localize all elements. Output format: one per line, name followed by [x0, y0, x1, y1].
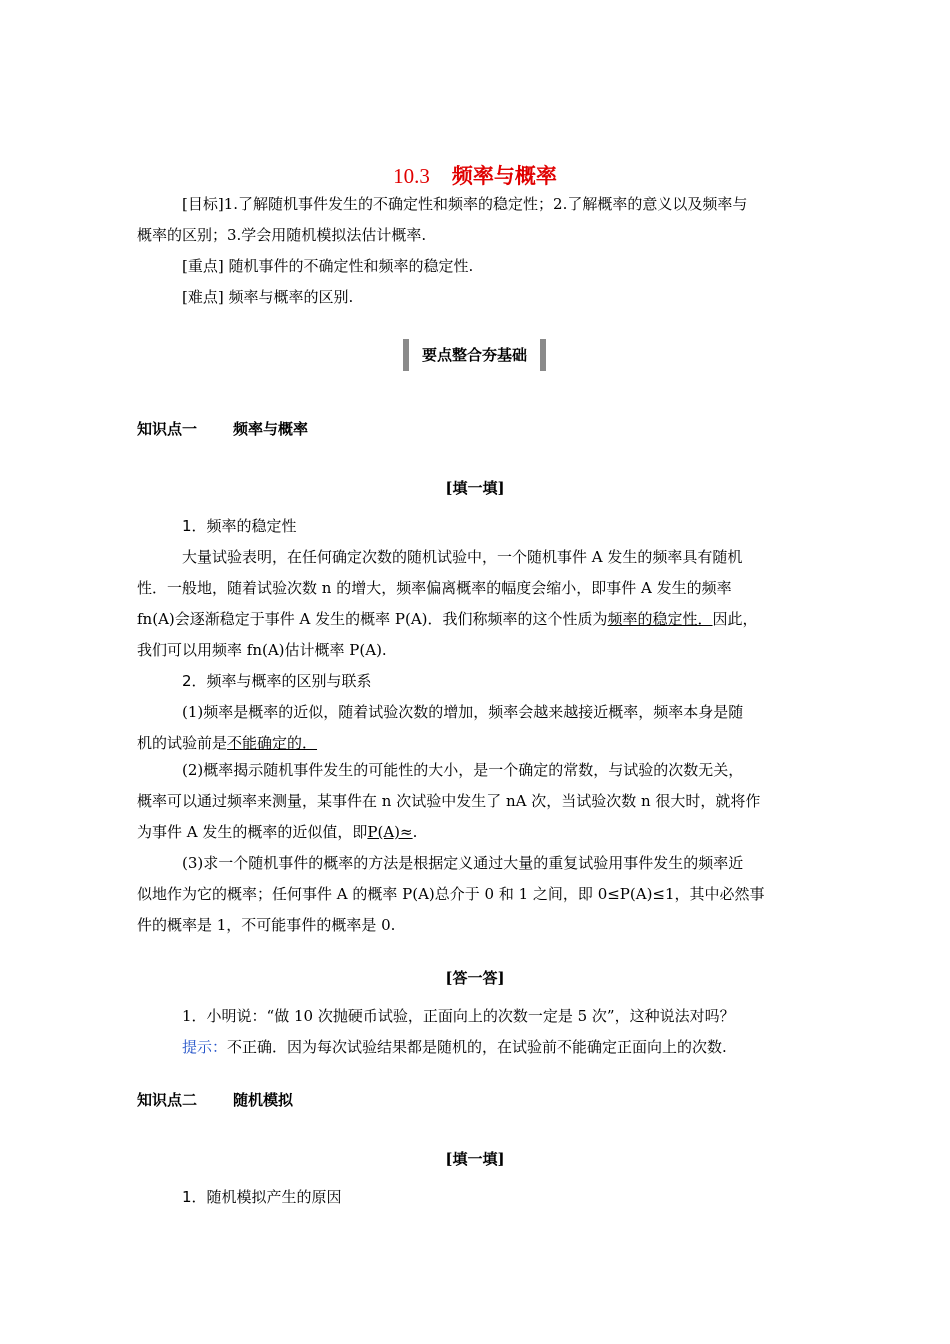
fill-in-heading-1: [填一填] — [445, 479, 505, 497]
para-line: (3)求一个随机事件的概率的方法是根据定义通过大量的重复试验用事件发生的频率近 — [182, 854, 744, 872]
subsection-heading-simulation: 1．随机模拟产生的原因 — [182, 1188, 342, 1206]
fill-in-heading-2: [填一填] — [445, 1150, 505, 1168]
difficulty-points — [182, 287, 353, 307]
kp1-label: 知识点一 — [137, 420, 198, 438]
key-label: [重点] — [182, 257, 224, 275]
para-text: 为事件 A 发生的概率的近似值，即 — [137, 823, 368, 841]
kp1-name: 频率与概率 — [233, 420, 309, 438]
page-title — [0, 162, 950, 190]
para-line — [137, 609, 758, 629]
section-title: 频率与概率 — [451, 163, 557, 188]
difficulty-label: [难点] — [182, 288, 224, 306]
answer-heading: [答一答] — [445, 969, 505, 987]
subsection-heading-difference: 2．频率与概率的区别与联系 — [182, 672, 372, 690]
hint-text: 不正确．因为每次试验结果都是随机的，在试验前不能确定正面向上的次数. — [227, 1038, 727, 1056]
para-line: 件的概率是 1，不可能事件的概率是 0. — [137, 916, 396, 934]
para-line: 似地作为它的概率；任何事件 A 的概率 P(A)总介于 0 和 1 之间，即 0≤P(A)≤1，其中必然事 — [137, 885, 765, 903]
question-line: 1．小明说：“做 10 次抛硬币试验，正面向上的次数一定是 5 次”，这种说法对吗？ — [182, 1007, 735, 1025]
section-banner: 要点整合夯基础 — [403, 339, 546, 371]
kp2-label: 知识点二 — [137, 1091, 198, 1109]
key-points — [182, 256, 473, 276]
knowledge-point-heading-1 — [137, 419, 308, 439]
para-line: (2)概率揭示随机事件发生的可能性的大小，是一个确定的常数，与试验的次数无关， — [182, 761, 744, 779]
goals-text-1: 1.了解随机事件发生的不确定性和频率的稳定性；2.了解概率的意义以及频率与 — [223, 195, 748, 213]
para-line: (1)频率是概率的近似，随着试验次数的增加，频率会越来越接近概率，频率本身是随 — [182, 703, 744, 721]
para-text: 机的试验前是 — [137, 734, 228, 752]
para-text: . — [412, 823, 418, 841]
para-line: 概率可以通过频率来测量，某事件在 n 次试验中发生了 nA 次，当试验次数 n 很大时，就将作 — [137, 792, 761, 810]
para-line: 我们可以用频率 fn(A)估计概率 P(A). — [137, 641, 387, 659]
goals-label: [目标] — [182, 195, 224, 213]
answer-blank: P(A)≈ — [367, 823, 413, 841]
hint-line — [182, 1037, 727, 1057]
knowledge-point-heading-2 — [137, 1090, 293, 1110]
kp2-name: 随机模拟 — [233, 1091, 294, 1109]
para-line — [137, 822, 417, 842]
para-line: 性．一般地，随着试验次数 n 的增大，频率偏离概率的幅度会缩小，即事件 A 发生的频率 — [137, 579, 732, 597]
key-text: 随机事件的不确定性和频率的稳定性. — [228, 257, 474, 275]
para-line: 大量试验表明，在任何确定次数的随机试验中，一个随机事件 A 发生的频率具有随机 — [182, 548, 743, 566]
answer-blank: 不能确定的． — [227, 734, 318, 752]
hint-label: 提示： — [182, 1038, 228, 1056]
para-text: 因此， — [712, 610, 758, 628]
para-line — [137, 733, 317, 753]
para-text: fn(A)会逐渐稳定于事件 A 发生的概率 P(A)．我们称频率的这个性质为 — [137, 610, 608, 628]
subsection-heading-stability: 1．频率的稳定性 — [182, 517, 297, 535]
difficulty-text: 频率与概率的区别. — [228, 288, 354, 306]
goals-line-2: 概率的区别；3.学会用随机模拟法估计概率. — [137, 226, 427, 244]
section-number: 10.3 — [393, 164, 430, 188]
goals-line-1 — [182, 194, 747, 214]
answer-blank: 频率的稳定性． — [607, 610, 713, 628]
